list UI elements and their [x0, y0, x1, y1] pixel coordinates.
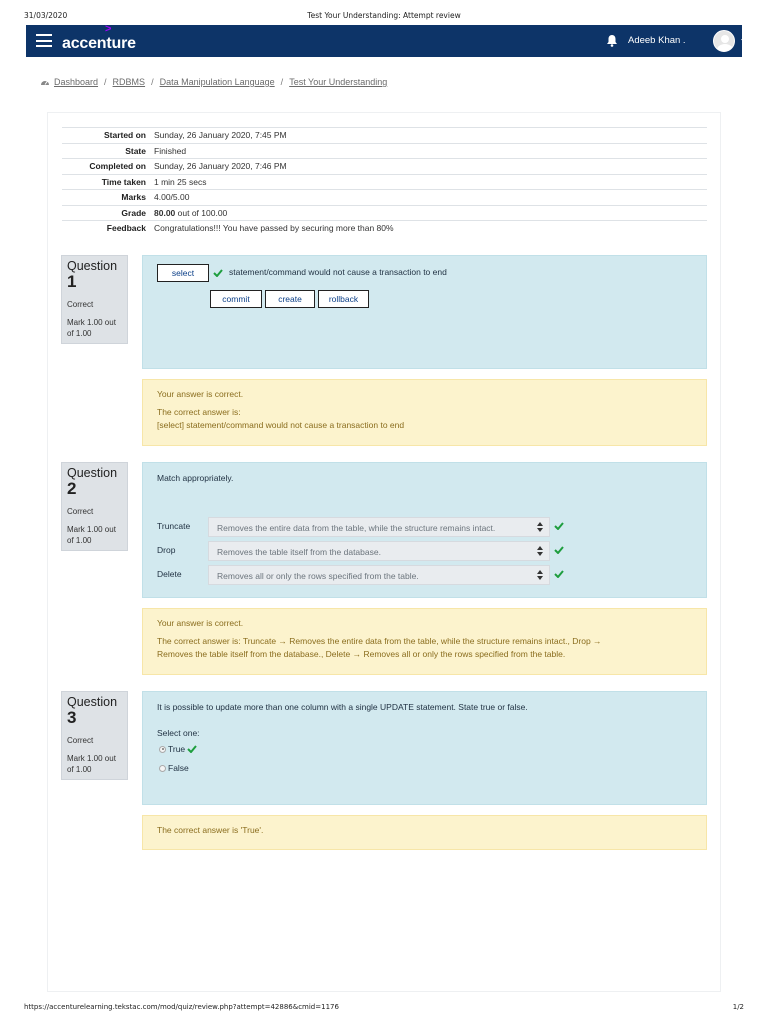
question-number: 1 [67, 272, 77, 291]
question-2-info [61, 462, 128, 551]
table-row [62, 174, 707, 190]
grade-total: out of 100.00 [175, 207, 228, 218]
table-row [62, 127, 707, 143]
drag-option-commit[interactable]: commit [210, 290, 262, 308]
match-select-value: Removes the table itself from the database. [217, 547, 381, 557]
print-url: https://accenturelearning.tekstac.com/mod/quiz/review.php?attempt=42886&cmid=1176 [24, 1003, 339, 1011]
match-select[interactable] [208, 565, 550, 585]
print-title: Test Your Understanding: Attempt review [307, 11, 461, 20]
question-2-box [142, 462, 707, 598]
top-navbar [26, 25, 742, 57]
summary-label: State [125, 145, 146, 156]
question-2-feedback [142, 608, 707, 675]
select-arrows-icon [537, 570, 543, 580]
summary-value [154, 208, 227, 218]
summary-label: Started on [103, 130, 146, 141]
breadcrumb-separator: / [280, 77, 284, 87]
feedback-line: Your answer is correct. [157, 389, 244, 399]
question-number: 3 [67, 708, 77, 727]
match-select-value: Removes all or only the rows specified from the table. [217, 571, 419, 581]
check-icon [554, 570, 564, 578]
feedback-line: The correct answer is 'True'. [157, 825, 264, 835]
option-true[interactable] [159, 744, 197, 754]
drag-option-create[interactable]: create [265, 290, 315, 308]
match-label: Drop [157, 545, 176, 555]
question-text: Match appropriately. [157, 473, 234, 483]
table-row [62, 158, 707, 174]
breadcrumb-rdbms[interactable]: RDBMS [112, 77, 146, 87]
attempt-summary-table [62, 127, 707, 236]
feedback-line: Removes the table itself from the database., Delete → Removes all or only the rows specified from the table. [157, 649, 566, 659]
match-row-drop [157, 541, 577, 561]
question-mark: Mark 1.00 out of 1.00 [67, 525, 116, 545]
brand-mark: > [105, 23, 112, 35]
question-number: 2 [67, 479, 77, 498]
feedback-line: [select] statement/command would not cause a transaction to end [157, 420, 405, 430]
breadcrumb-separator: / [151, 77, 154, 87]
summary-label: Feedback [106, 223, 146, 234]
table-row [62, 220, 707, 236]
feedback-line: The correct answer is: Truncate → Removes the entire data from the table, while the structure remains intact., Drop → [157, 636, 602, 646]
question-status: Correct [67, 736, 94, 745]
check-icon [554, 522, 564, 530]
summary-label: Marks [121, 192, 146, 203]
table-row [62, 189, 707, 205]
check-icon [554, 546, 564, 554]
match-label: Delete [157, 569, 182, 579]
dashboard-icon [40, 78, 50, 86]
question-mark: Mark 1.00 out of 1.00 [67, 318, 116, 338]
option-false[interactable] [159, 763, 189, 773]
match-row-delete [157, 565, 577, 585]
question-title: Question [67, 695, 118, 709]
match-select-value: Removes the entire data from the table, while the structure remains intact. [217, 523, 496, 533]
question-3-info [61, 691, 128, 780]
check-icon [187, 745, 197, 753]
avatar[interactable] [713, 30, 735, 52]
radio-true[interactable] [159, 746, 166, 753]
select-arrows-icon [537, 522, 543, 532]
feedback-line: The correct answer is: [157, 407, 241, 417]
match-label: Truncate [157, 521, 191, 531]
brand-logo[interactable] [62, 23, 136, 52]
select-one-label: Select one: [157, 728, 200, 738]
grade-value: 80.00 [154, 207, 176, 218]
question-status: Correct [67, 507, 94, 516]
summary-value: 4.00/5.00 [154, 192, 190, 203]
summary-label: Time taken [101, 176, 146, 187]
check-icon [213, 269, 223, 277]
question-mark: Mark 1.00 out of 1.00 [67, 754, 116, 774]
match-select[interactable] [208, 517, 550, 537]
breadcrumb-separator: / [104, 77, 107, 87]
print-date: 31/03/2020 [24, 11, 68, 20]
summary-value: Congratulations!!! You have passed by securing more than 80% [154, 223, 394, 234]
option-label: True [168, 744, 186, 754]
feedback-line: Your answer is correct. [157, 618, 244, 628]
user-name[interactable]: Adeeb Khan . [628, 35, 686, 46]
summary-value: Sunday, 26 January 2020, 7:46 PM [154, 161, 287, 172]
breadcrumb-test[interactable]: Test Your Understanding [289, 77, 388, 87]
question-1-box [142, 255, 707, 369]
brand-name: accenture [62, 35, 136, 52]
question-text: statement/command would not cause a transaction to end [229, 267, 447, 277]
drop-zone-answer[interactable]: select [157, 264, 209, 282]
match-select[interactable] [208, 541, 550, 561]
print-header [24, 11, 744, 21]
question-title: Question [67, 259, 118, 273]
question-3-feedback [142, 815, 707, 850]
question-title: Question [67, 466, 118, 480]
breadcrumb [40, 77, 387, 87]
question-3-box [142, 691, 707, 805]
summary-label: Grade [121, 207, 146, 218]
breadcrumb-dml[interactable]: Data Manipulation Language [159, 77, 275, 87]
select-arrows-icon [537, 546, 543, 556]
summary-label: Completed on [89, 161, 146, 172]
breadcrumb-dashboard[interactable]: Dashboard [54, 77, 99, 87]
radio-false[interactable] [159, 765, 166, 772]
option-label: False [168, 763, 189, 773]
question-text: It is possible to update more than one column with a single UPDATE statement. State true or false. [157, 702, 528, 712]
question-1-feedback [142, 379, 707, 446]
hamburger-icon[interactable] [36, 34, 52, 47]
question-1-info [61, 255, 128, 344]
table-row [62, 205, 707, 221]
question-status: Correct [67, 300, 94, 309]
print-page-number: 1/2 [732, 1003, 744, 1011]
caret-down-icon[interactable] [741, 39, 747, 43]
bell-icon[interactable] [606, 34, 618, 47]
summary-value: Sunday, 26 January 2020, 7:45 PM [154, 130, 287, 141]
summary-value: Finished [154, 145, 187, 156]
summary-value: 1 min 25 secs [154, 176, 207, 187]
drag-option-rollback[interactable]: rollback [318, 290, 369, 308]
table-row [62, 143, 707, 159]
match-row-truncate [157, 517, 577, 537]
